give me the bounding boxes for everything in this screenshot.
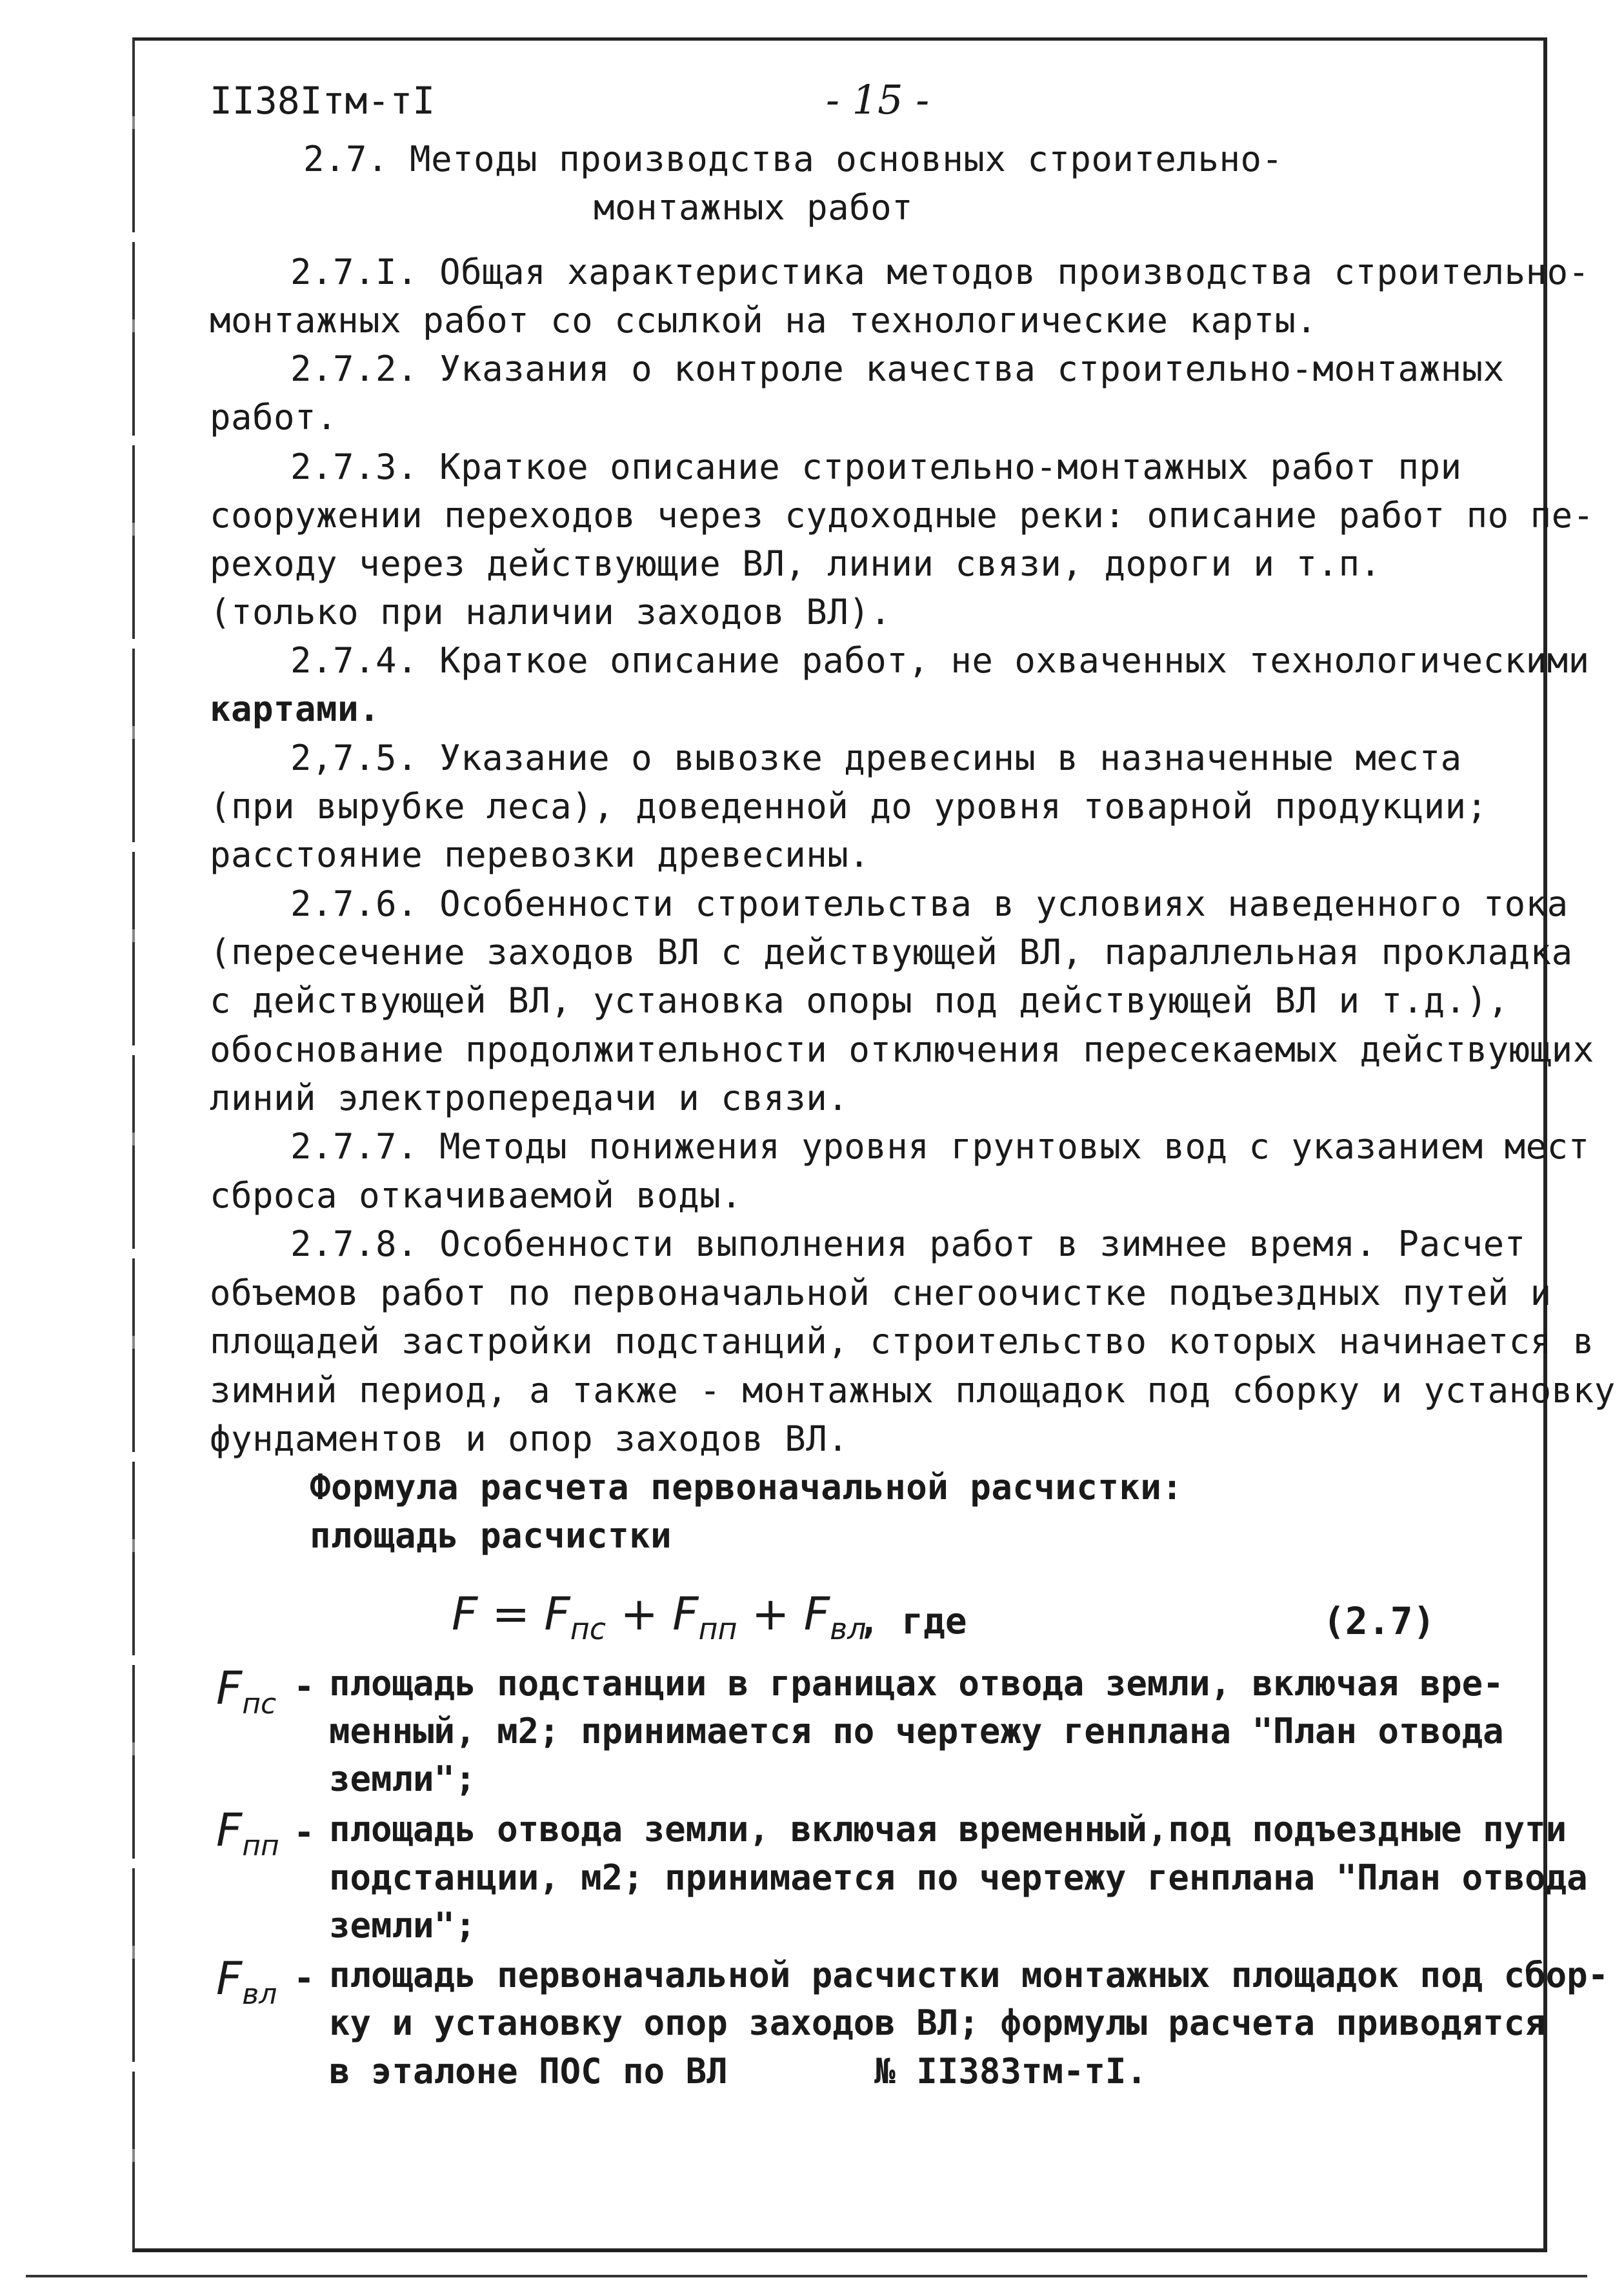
definition-line: менный, м2; принимается по чертежу генплана "План отвода <box>329 1711 1504 1751</box>
definition-line: площадь подстанции в границах отвода земли, включая вре- <box>329 1663 1504 1704</box>
body-line: 2.7.7. Методы понижения уровня грунтовых вод с указанием мест <box>290 1126 1590 1167</box>
section-title-line-1: 2.7. Методы производства основных строительно- <box>303 139 1283 179</box>
body-line: (пересечение заходов ВЛ с действующей ВЛ, параллельная прокладка <box>210 932 1573 973</box>
body-line: реходу через действующие ВЛ, линии связи, дороги и т.п. <box>210 543 1381 584</box>
definition-dash: - <box>294 1812 315 1853</box>
document-code: II38Iтм-тI <box>210 79 436 123</box>
body-line: 2.7.6. Особенности строительства в условиях наведенного тока <box>290 883 1569 924</box>
page-number: - 15 - <box>826 76 930 123</box>
definition-line: земли"; <box>329 1905 476 1946</box>
section-title-line-2: монтажных работ <box>594 187 914 228</box>
definition-line: площадь отвода земли, включая временный,под подъездные пути <box>329 1809 1567 1850</box>
body-line: объемов работ по первоначальной снегоочистке подъездных путей и <box>210 1273 1552 1313</box>
body-line: площадей застройки подстанций, строительство которых начинается в <box>210 1321 1594 1362</box>
body-line: 2.7.I. Общая характеристика методов производства строительно- <box>290 252 1590 292</box>
formula-where: , где <box>858 1600 967 1642</box>
symbol-f-pc: $F_{пс}$ <box>216 1662 277 1720</box>
body-line: Формула расчета первоначальной расчистки: <box>310 1467 1183 1508</box>
area-formula: $F = F_{пс} + F_{пп} + F_{вл}$ <box>452 1588 867 1646</box>
body-line: работ. <box>210 397 338 438</box>
body-line: сооружении переходов через судоходные реки: описание работ по пе- <box>210 495 1594 536</box>
body-line: (при вырубке леса), доведенной до уровня товарной продукции; <box>210 786 1488 827</box>
frame-bottom-border <box>132 2248 1547 2252</box>
definition-line: земли"; <box>329 1759 476 1799</box>
formula-number: (2.7) <box>1323 1599 1436 1643</box>
body-line: расстояние перевозки древесины. <box>210 834 870 875</box>
symbol-f-vl: $F_{вл}$ <box>216 1952 277 2011</box>
symbol-f-pp: $F_{пп}$ <box>216 1804 279 1862</box>
definition-line: ку и установку опор заходов ВЛ; формулы расчета приводятся <box>329 2003 1546 2043</box>
body-line: 2.7.4. Краткое описание работ, не охваченных технологическими <box>290 640 1590 681</box>
body-line: обоснование продолжительности отключения пересекаемых действующих <box>210 1029 1594 1070</box>
body-line: 2.7.2. Указания о контроле качества строительно-монтажных <box>290 348 1505 389</box>
definition-dash: - <box>294 1666 315 1707</box>
frame-left-border <box>132 39 135 2250</box>
definition-line: в эталоне ПОС по ВЛ № II383тм-тI. <box>329 2051 1147 2092</box>
definition-dash: - <box>294 1958 315 1999</box>
body-line: фундаментов и опор заходов ВЛ. <box>210 1418 849 1459</box>
body-line: сброса откачиваемой воды. <box>210 1175 743 1216</box>
body-line: картами. <box>210 689 381 729</box>
body-line: 2,7.5. Указание о вывозке древесины в назначенные места <box>290 738 1462 778</box>
body-line: зимний период, а также - монтажных площадок под сборку и установку <box>210 1370 1616 1411</box>
body-line: площадь расчистки <box>310 1515 672 1556</box>
definition-line: площадь первоначальной расчистки монтажных площадок под сбор- <box>329 1955 1609 1995</box>
definition-line: подстанции, м2; принимается по чертежу генплана "План отвода <box>329 1857 1588 1898</box>
body-line: монтажных работ со ссылкой на технологические карты. <box>210 300 1318 341</box>
body-line: 2.7.8. Особенности выполнения работ в зимнее время. Расчет <box>290 1224 1526 1264</box>
body-line: с действующей ВЛ, установка опоры под действующей ВЛ и т.д.), <box>210 980 1509 1021</box>
body-line: линий электропередачи и связи. <box>210 1078 849 1118</box>
frame-top-border <box>132 37 1545 41</box>
body-line: 2.7.3. Краткое описание строительно-монтажных работ при <box>290 447 1462 487</box>
page-bottom-rule <box>26 2275 1587 2277</box>
body-line: (только при наличии заходов ВЛ). <box>210 592 892 632</box>
